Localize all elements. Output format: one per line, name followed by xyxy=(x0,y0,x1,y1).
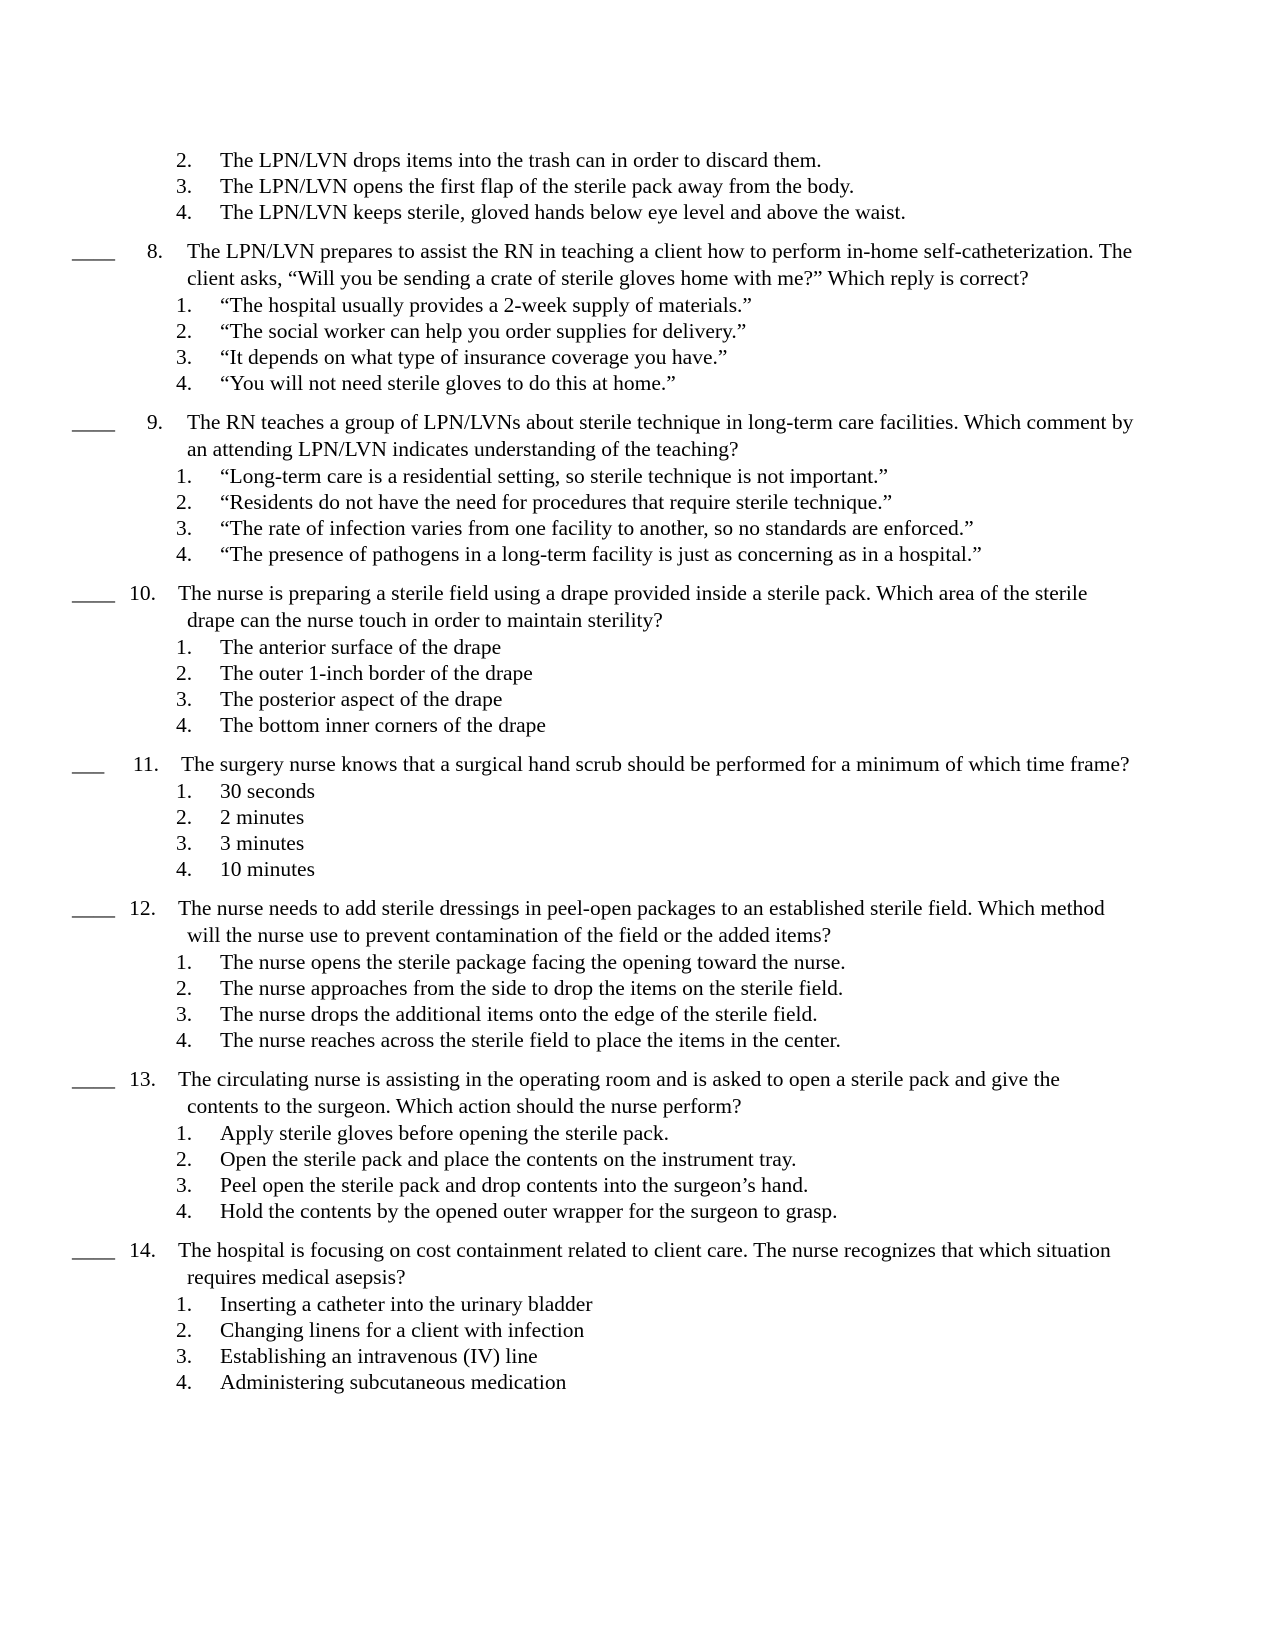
option-text: The nurse opens the sterile package facing the opening toward the nurse. xyxy=(220,950,846,974)
question-stem: The nurse is preparing a sterile field using a drape provided inside a sterile pack. Which area of the sterile xyxy=(178,581,1088,605)
option-item xyxy=(0,371,1275,397)
option-text: 3 minutes xyxy=(220,831,305,855)
answer-blank[interactable]: ____ xyxy=(72,239,115,263)
option-number: 3. xyxy=(176,831,193,855)
option-item xyxy=(0,1344,1275,1370)
question-12 xyxy=(0,896,1275,1054)
question-stem: The surgery nurse knows that a surgical hand scrub should be performed for a minimum of which time frame? xyxy=(181,752,1130,776)
option-number: 2. xyxy=(176,490,193,514)
answer-blank[interactable]: ___ xyxy=(72,752,105,776)
option-item xyxy=(0,805,1275,831)
option-item xyxy=(0,976,1275,1002)
option-text: “The social worker can help you order supplies for delivery.” xyxy=(220,319,747,343)
option-item xyxy=(0,950,1275,976)
option-item xyxy=(0,1199,1275,1225)
option-number: 1. xyxy=(176,1292,193,1316)
question-stem-continued: client asks, “Will you be sending a crate of sterile gloves home with me?” Which reply is correct? xyxy=(187,266,1029,290)
option-item xyxy=(0,687,1275,713)
option-text: Open the sterile pack and place the contents on the instrument tray. xyxy=(220,1147,797,1171)
option-text: 10 minutes xyxy=(220,857,315,881)
option-number: 1. xyxy=(176,779,193,803)
question-stem-continued: drape can the nurse touch in order to maintain sterility? xyxy=(187,608,663,632)
question-number: 11. xyxy=(132,752,159,776)
question-8 xyxy=(0,239,1275,397)
option-text: The LPN/LVN drops items into the trash can in order to discard them. xyxy=(220,148,822,172)
option-text: “The rate of infection varies from one facility to another, so no standards are enforced.” xyxy=(220,516,974,540)
question-number: 8. xyxy=(146,239,163,263)
option-number: 1. xyxy=(176,464,193,488)
option-text: 30 seconds xyxy=(220,779,315,803)
question-number: 9. xyxy=(146,410,163,434)
question-number: 10. xyxy=(129,581,156,605)
question-11 xyxy=(0,752,1275,883)
option-text: The LPN/LVN opens the first flap of the sterile pack away from the body. xyxy=(220,174,855,198)
option-item xyxy=(0,293,1275,319)
option-number: 3. xyxy=(176,1344,193,1368)
question-stem: The hospital is focusing on cost containment related to client care. The nurse recognizes that which situation xyxy=(178,1238,1111,1262)
answer-blank[interactable]: ____ xyxy=(72,896,115,920)
question-stem-continued: will the nurse use to prevent contamination of the field or the added items? xyxy=(187,923,832,947)
option-text: Establishing an intravenous (IV) line xyxy=(220,1344,538,1368)
option-item xyxy=(0,542,1275,568)
question-number: 12. xyxy=(129,896,156,920)
question-stem-continued: an attending LPN/LVN indicates understanding of the teaching? xyxy=(187,437,739,461)
option-number: 3. xyxy=(176,345,193,369)
option-item xyxy=(0,1292,1275,1318)
question-14 xyxy=(0,1238,1275,1396)
question-number: 13. xyxy=(129,1067,156,1091)
option-text: The anterior surface of the drape xyxy=(220,635,502,659)
option-text: “Residents do not have the need for procedures that require sterile technique.” xyxy=(220,490,893,514)
option-number: 1. xyxy=(176,635,193,659)
option-text: “It depends on what type of insurance coverage you have.” xyxy=(220,345,728,369)
option-text: The nurse reaches across the sterile field to place the items in the center. xyxy=(220,1028,841,1052)
option-item xyxy=(0,1173,1275,1199)
option-text: “The presence of pathogens in a long-term facility is just as concerning as in a hospital.” xyxy=(220,542,982,566)
option-item xyxy=(0,1370,1275,1396)
option-text: The bottom inner corners of the drape xyxy=(220,713,546,737)
option-item xyxy=(0,1002,1275,1028)
question-stem-continued: requires medical asepsis? xyxy=(187,1265,406,1289)
option-text: 2 minutes xyxy=(220,805,305,829)
option-number: 4. xyxy=(176,371,193,395)
option-number: 4. xyxy=(176,1028,193,1052)
option-item xyxy=(0,661,1275,687)
option-item xyxy=(0,831,1275,857)
question-stem: The circulating nurse is assisting in the operating room and is asked to open a sterile pack and give the xyxy=(178,1067,1060,1091)
option-text: Changing linens for a client with infection xyxy=(220,1318,585,1342)
option-number: 3. xyxy=(176,1173,193,1197)
option-number: 2. xyxy=(176,661,193,685)
question-stem: The RN teaches a group of LPN/LVNs about sterile technique in long-term care facilities. Which comment by xyxy=(187,410,1134,434)
option-item xyxy=(0,174,1275,200)
option-number: 1. xyxy=(176,950,193,974)
option-number: 2. xyxy=(176,1318,193,1342)
option-number: 2. xyxy=(176,976,193,1000)
option-number: 2. xyxy=(176,805,193,829)
question-9 xyxy=(0,410,1275,568)
option-text: Hold the contents by the opened outer wrapper for the surgeon to grasp. xyxy=(220,1199,838,1223)
question-stem-continued: contents to the surgeon. Which action should the nurse perform? xyxy=(187,1094,742,1118)
option-number: 1. xyxy=(176,293,193,317)
option-number: 2. xyxy=(176,1147,193,1171)
question-stem: The LPN/LVN prepares to assist the RN in teaching a client how to perform in-home self-catheterization. The xyxy=(187,239,1133,263)
option-text: Administering subcutaneous medication xyxy=(220,1370,567,1394)
option-text: “You will not need sterile gloves to do this at home.” xyxy=(220,371,676,395)
option-number: 4. xyxy=(176,1199,193,1223)
option-number: 4. xyxy=(176,1370,193,1394)
option-number: 4. xyxy=(176,713,193,737)
option-item xyxy=(0,148,1275,174)
option-item xyxy=(0,490,1275,516)
answer-blank[interactable]: ____ xyxy=(72,1067,115,1091)
option-item xyxy=(0,464,1275,490)
option-item xyxy=(0,635,1275,661)
option-number: 2. xyxy=(176,148,193,172)
option-item xyxy=(0,713,1275,739)
option-number: 2. xyxy=(176,319,193,343)
answer-blank[interactable]: ____ xyxy=(72,1238,115,1262)
answer-blank[interactable]: ____ xyxy=(72,581,115,605)
option-item xyxy=(0,319,1275,345)
option-item xyxy=(0,200,1275,226)
question-stem: The nurse needs to add sterile dressings in peel-open packages to an established sterile field. Which method xyxy=(178,896,1105,920)
question-10 xyxy=(0,581,1275,739)
option-item xyxy=(0,345,1275,371)
option-text: The outer 1-inch border of the drape xyxy=(220,661,533,685)
option-number: 4. xyxy=(176,857,193,881)
option-text: Peel open the sterile pack and drop contents into the surgeon’s hand. xyxy=(220,1173,809,1197)
option-text: “The hospital usually provides a 2-week supply of materials.” xyxy=(220,293,752,317)
option-text: The LPN/LVN keeps sterile, gloved hands below eye level and above the waist. xyxy=(220,200,906,224)
option-item xyxy=(0,1121,1275,1147)
question-number: 14. xyxy=(129,1238,156,1262)
option-number: 4. xyxy=(176,542,193,566)
option-item xyxy=(0,779,1275,805)
carryover-options xyxy=(0,148,1275,226)
option-text: The posterior aspect of the drape xyxy=(220,687,503,711)
option-text: Inserting a catheter into the urinary bladder xyxy=(220,1292,593,1316)
option-text: The nurse drops the additional items onto the edge of the sterile field. xyxy=(220,1002,818,1026)
option-number: 3. xyxy=(176,687,193,711)
question-13 xyxy=(0,1067,1275,1225)
option-item xyxy=(0,1028,1275,1054)
option-item xyxy=(0,1318,1275,1344)
option-item xyxy=(0,1147,1275,1173)
option-number: 3. xyxy=(176,174,193,198)
option-text: The nurse approaches from the side to drop the items on the sterile field. xyxy=(220,976,844,1000)
option-item xyxy=(0,516,1275,542)
option-number: 3. xyxy=(176,1002,193,1026)
option-number: 3. xyxy=(176,516,193,540)
option-item xyxy=(0,857,1275,883)
option-number: 4. xyxy=(176,200,193,224)
answer-blank[interactable]: ____ xyxy=(72,410,115,434)
option-text: Apply sterile gloves before opening the sterile pack. xyxy=(220,1121,669,1145)
option-number: 1. xyxy=(176,1121,193,1145)
option-text: “Long-term care is a residential setting, so sterile technique is not important.” xyxy=(220,464,889,488)
